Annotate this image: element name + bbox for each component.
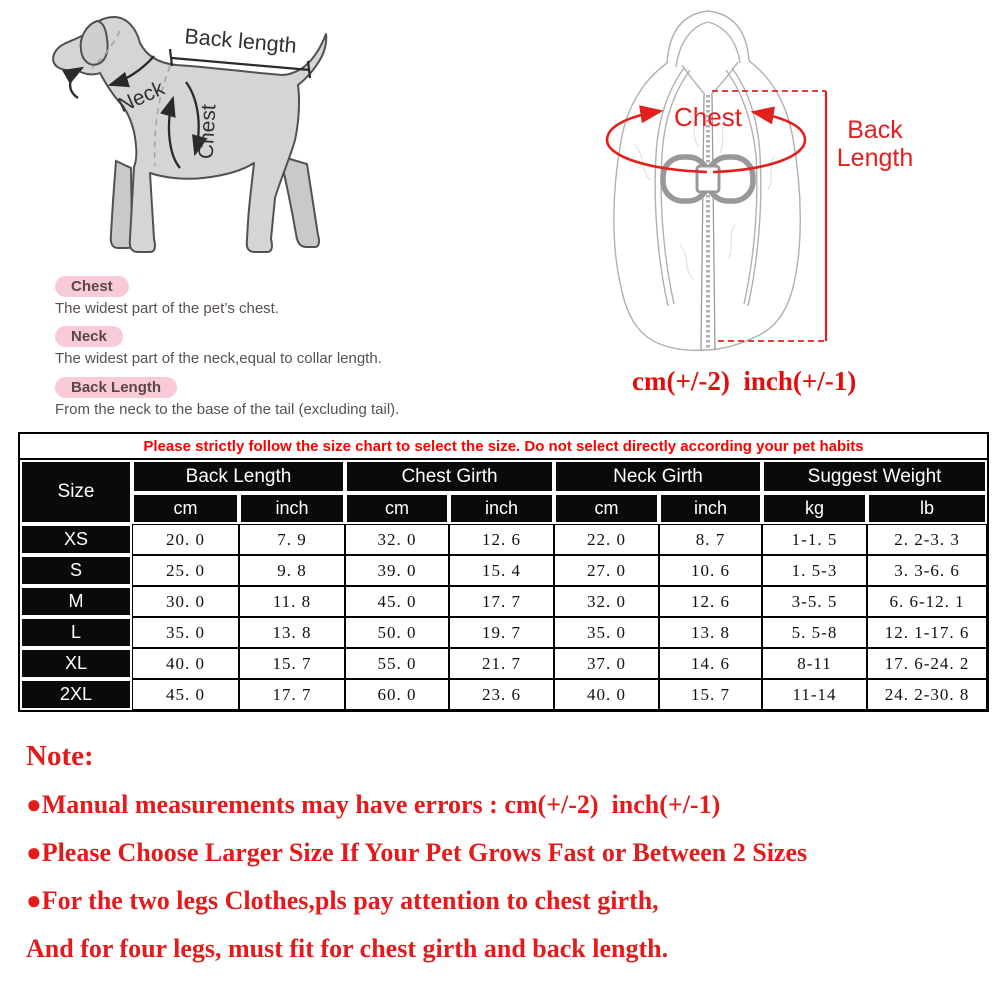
vest-measurement-diagram — [575, 5, 845, 370]
cell: 20. 0 — [132, 524, 239, 555]
back-length-term-pill: Back Length — [55, 377, 177, 398]
table-row-m — [20, 586, 987, 617]
cell: 50. 0 — [345, 617, 449, 648]
cell: 55. 0 — [345, 648, 449, 679]
notes-section — [26, 740, 976, 964]
cell: 19. 7 — [449, 617, 554, 648]
neck-term-pill: Neck — [55, 326, 123, 347]
cell: 45. 0 — [345, 586, 449, 617]
vest-buckle — [663, 157, 753, 201]
cell: 15. 7 — [659, 679, 762, 710]
cell: 40. 0 — [554, 679, 659, 710]
notes-title: Note: — [26, 740, 94, 772]
unit-header: kg — [762, 493, 867, 524]
unit-header: lb — [867, 493, 987, 524]
cell: 13. 8 — [659, 617, 762, 648]
cell: 8. 7 — [659, 524, 762, 555]
cell: 9. 8 — [239, 555, 345, 586]
chest-term-pill: Chest — [55, 276, 129, 297]
cell: 17. 7 — [449, 586, 554, 617]
note-line-two-legs: ●For the two legs Clothes,pls pay attention to chest girth, — [26, 886, 659, 915]
dog-ear — [81, 21, 108, 65]
dog-chest-label: Chest — [194, 103, 221, 160]
definition-chest — [55, 276, 525, 319]
cell: 17. 6-24. 2 — [867, 648, 987, 679]
cell: 45. 0 — [132, 679, 239, 710]
cell: 25. 0 — [132, 555, 239, 586]
col-header-size: Size — [20, 460, 132, 524]
size-label: XS — [20, 524, 132, 555]
unit-header: inch — [659, 493, 762, 524]
cell: 10. 6 — [659, 555, 762, 586]
unit-header: inch — [239, 493, 345, 524]
size-label: M — [20, 586, 132, 617]
table-row-s — [20, 555, 987, 586]
unit-header: cm — [554, 493, 659, 524]
dog-measurement-diagram — [18, 6, 348, 271]
cell: 12. 6 — [659, 586, 762, 617]
cell: 14. 6 — [659, 648, 762, 679]
cell: 35. 0 — [554, 617, 659, 648]
cell: 11-14 — [762, 679, 867, 710]
cell: 8-11 — [762, 648, 867, 679]
size-label: 2XL — [20, 679, 132, 710]
unit-header: cm — [345, 493, 449, 524]
cell: 23. 6 — [449, 679, 554, 710]
note-line-choose-larger: ●Please Choose Larger Size If Your Pet Grows Fast or Between 2 Sizes — [26, 838, 808, 867]
cell: 17. 7 — [239, 679, 345, 710]
cell: 13. 8 — [239, 617, 345, 648]
cell: 2. 2-3. 3 — [867, 524, 987, 555]
cell: 40. 0 — [132, 648, 239, 679]
cell: 1. 5-3 — [762, 555, 867, 586]
vest-chest-label: Chest — [674, 102, 742, 132]
cell: 27. 0 — [554, 555, 659, 586]
size-label: S — [20, 555, 132, 586]
unit-header: inch — [449, 493, 554, 524]
cell: 3-5. 5 — [762, 586, 867, 617]
cell: 35. 0 — [132, 617, 239, 648]
definition-back-length — [55, 377, 525, 420]
col-header-chest-girth: Chest Girth — [345, 460, 554, 493]
cell: 6. 6-12. 1 — [867, 586, 987, 617]
cell: 15. 7 — [239, 648, 345, 679]
cell: 7. 9 — [239, 524, 345, 555]
col-header-suggest-weight: Suggest Weight — [762, 460, 987, 493]
cell: 11. 8 — [239, 586, 345, 617]
cell: 37. 0 — [554, 648, 659, 679]
size-label: XL — [20, 648, 132, 679]
table-row-2xl — [20, 679, 987, 710]
size-chart-warning: Please strictly follow the size chart to select the size. Do not select directly according your pet habits — [20, 434, 987, 460]
chest-definition-text: The widest part of the pet’s chest. — [55, 300, 280, 317]
neck-definition-text: The widest part of the neck,equal to collar length. — [55, 350, 382, 367]
vest-zipper — [701, 95, 715, 350]
definitions-list — [55, 276, 525, 420]
cell: 21. 7 — [449, 648, 554, 679]
col-header-back-length: Back Length — [132, 460, 345, 493]
size-label: L — [20, 617, 132, 648]
cell: 24. 2-30. 8 — [867, 679, 987, 710]
cell: 12. 1-17. 6 — [867, 617, 987, 648]
measurement-tolerance-note: cm(+/-2) inch(+/-1) — [632, 366, 857, 396]
back-length-definition-text: From the neck to the base of the tail (excluding tail). — [55, 401, 400, 418]
table-row-xs — [20, 524, 987, 555]
cell: 5. 5-8 — [762, 617, 867, 648]
size-chart-table — [18, 432, 989, 712]
vest-back-length-label: Back Length — [836, 116, 914, 172]
cell: 1-1. 5 — [762, 524, 867, 555]
definition-neck — [55, 326, 525, 369]
cell: 12. 6 — [449, 524, 554, 555]
note-line-measurement-errors: ●Manual measurements may have errors : cm(+/-2) inch(+/-1) — [26, 790, 721, 819]
cell: 22. 0 — [554, 524, 659, 555]
unit-header: cm — [132, 493, 239, 524]
cell: 30. 0 — [132, 586, 239, 617]
cell: 32. 0 — [345, 524, 449, 555]
col-header-neck-girth: Neck Girth — [554, 460, 762, 493]
table-row-l — [20, 617, 987, 648]
cell: 39. 0 — [345, 555, 449, 586]
cell: 15. 4 — [449, 555, 554, 586]
table-row-xl — [20, 648, 987, 679]
cell: 3. 3-6. 6 — [867, 555, 987, 586]
cell: 60. 0 — [345, 679, 449, 710]
cell: 32. 0 — [554, 586, 659, 617]
dog-far-front-leg — [111, 161, 133, 248]
note-line-four-legs: And for four legs, must fit for chest girth and back length. — [26, 934, 669, 963]
dog-back-length-label: Back length — [183, 24, 298, 58]
dog-neck-label: Neck — [114, 76, 168, 118]
